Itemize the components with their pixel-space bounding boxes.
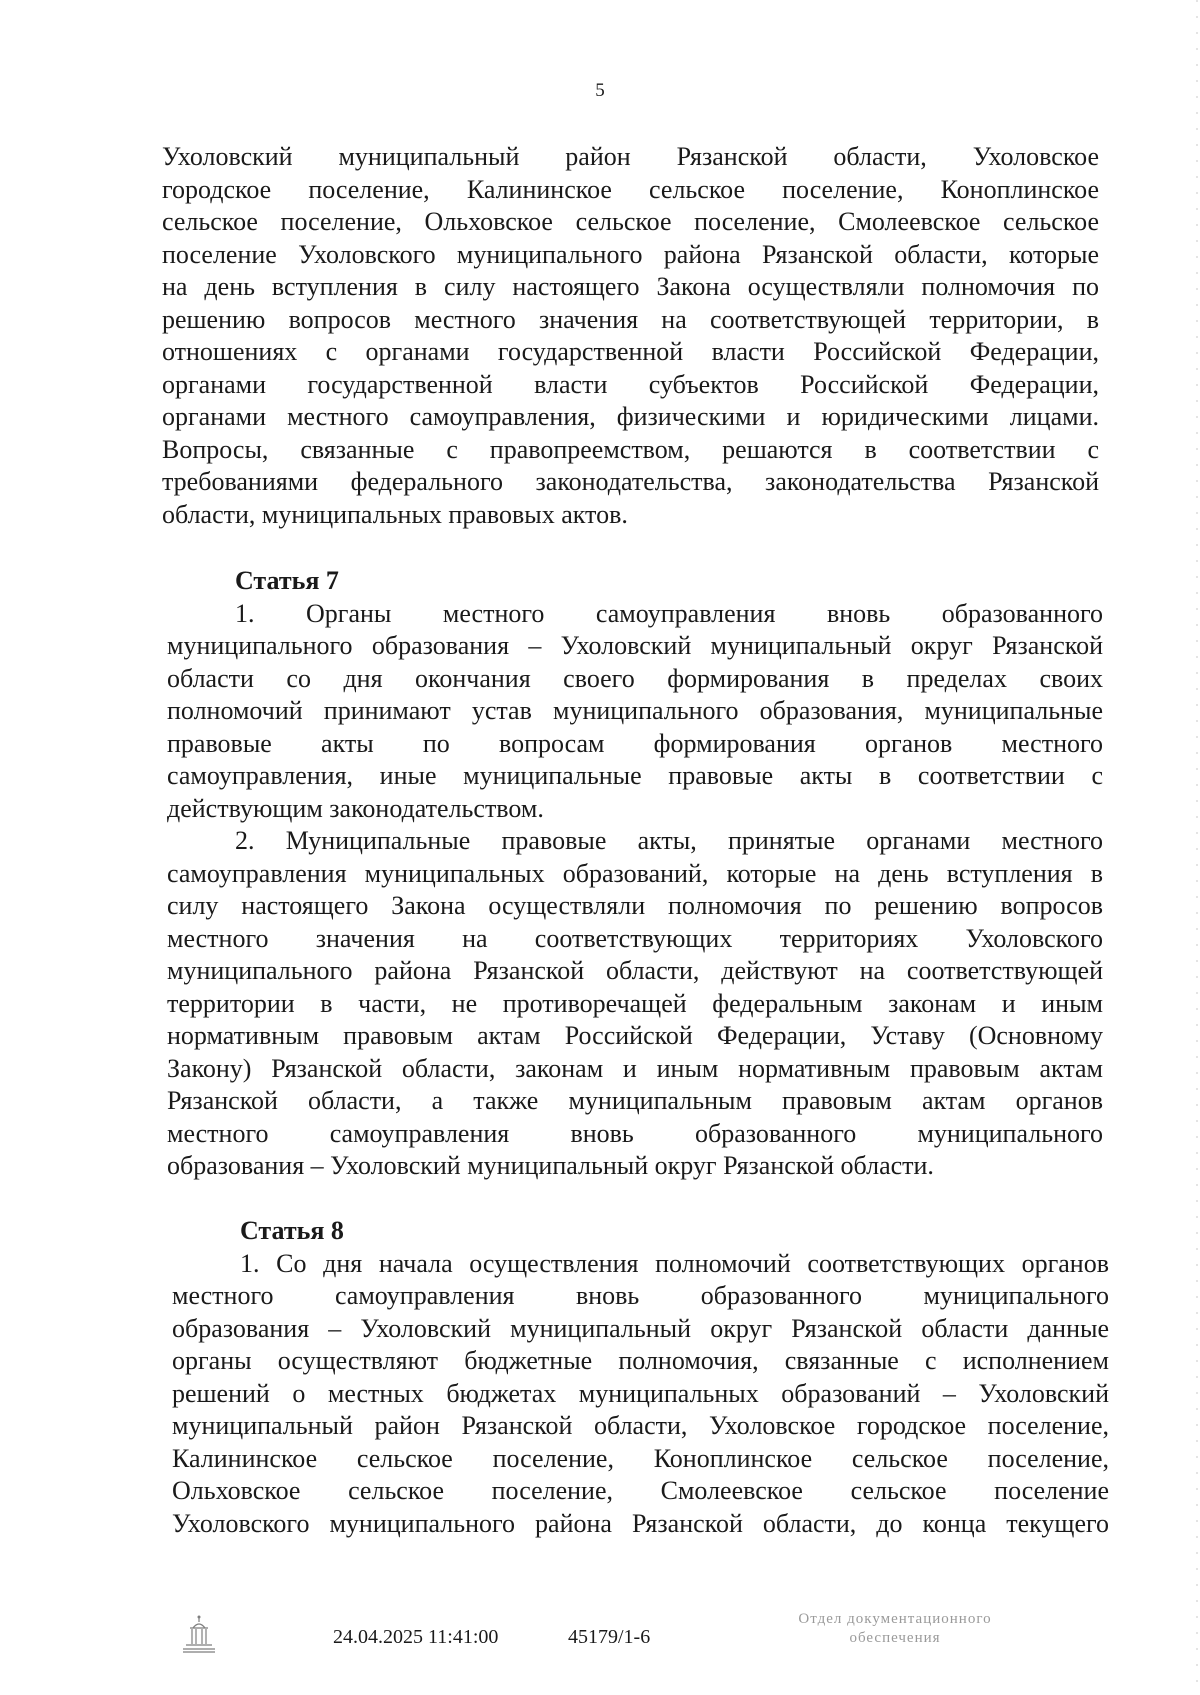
article-7-heading: Статья 7 — [235, 566, 339, 595]
text-line: местного самоуправления вновь образованного муниципального — [172, 1281, 1109, 1310]
text-line: муниципального района Рязанской области, действуют на соответствующей — [167, 956, 1103, 985]
text-line: территории в части, не противоречащей федеральным законам и иным — [167, 988, 1103, 1018]
text-line: образования – Ухоловский муниципальный округ Рязанской области. — [167, 1151, 934, 1180]
text-line: правовые акты по вопросам формирования органов местного — [167, 728, 1103, 758]
text-line: поселение Ухоловского муниципального района Рязанской области, которые — [162, 239, 1099, 269]
text-line: Калининское сельское поселение, Коноплинское сельское поселение, — [172, 1443, 1109, 1473]
text-line: области со дня окончания своего формирования в пределах своих — [167, 663, 1103, 693]
department-stamp — [730, 1610, 1060, 1648]
text-line: действующим законодательством. — [167, 793, 544, 823]
text-line: нормативным правовым актам Российской Федерации, Уставу (Основному — [167, 1021, 1103, 1050]
text-line: муниципального образования – Ухоловский муниципальный округ Рязанской — [167, 631, 1103, 660]
text-line: Ухоловского муниципального района Рязанской области, до конца текущего — [172, 1508, 1109, 1538]
text-line: 2. Муниципальные правовые акты, принятые органами местного — [235, 826, 1103, 855]
text-line: решению вопросов местного значения на соответствующей территории, в — [162, 304, 1099, 334]
article-8-heading: Статья 8 — [240, 1216, 344, 1245]
footer-document-number: 45179/1-6 — [568, 1626, 651, 1648]
text-line: требованиями федерального законодательства, законодательства Рязанской — [162, 467, 1099, 496]
text-line: муниципальный район Рязанской области, Ухоловское городское поселение, — [172, 1411, 1109, 1440]
footer-date: 24.04.2025 11:41:00 — [333, 1626, 499, 1648]
text-line: области, муниципальных правовых актов. — [162, 499, 628, 529]
intro-paragraph — [162, 141, 1099, 531]
text-line: отношениях с органами государственной власти Российской Федерации, — [162, 337, 1099, 366]
stamp-line: Отдел документационного — [798, 1611, 992, 1627]
text-line: самоуправления муниципальных образований, которые на день вступления в — [167, 858, 1103, 888]
text-line: Рязанской области, а также муниципальным правовым актам органов — [167, 1086, 1103, 1115]
text-line: 1. Органы местного самоуправления вновь образованного — [235, 598, 1103, 628]
text-line: органы осуществляют бюджетные полномочия, связанные с исполнением — [172, 1346, 1109, 1375]
article-7 — [167, 565, 1103, 1183]
text-line: Вопросы, связанные с правопреемством, решаются в соответствии с — [162, 434, 1099, 464]
text-line: силу настоящего Закона осуществляли полномочия по решению вопросов — [167, 891, 1103, 920]
text-line: на день вступления в силу настоящего Закона осуществляли полномочия по — [162, 272, 1099, 301]
text-line: местного значения на соответствующих территориях Ухоловского — [167, 923, 1103, 953]
text-line: сельское поселение, Ольховское сельское поселение, Смолеевское сельское — [162, 207, 1099, 236]
article-8 — [172, 1215, 1109, 1540]
text-line: Ольховское сельское поселение, Смолеевское сельское поселение — [172, 1476, 1109, 1505]
text-line: образования – Ухоловский муниципальный округ Рязанской области данные — [172, 1313, 1109, 1343]
text-line: органами государственной власти субъектов Российской Федерации, — [162, 369, 1099, 399]
text-line: полномочий принимают устав муниципального образования, муниципальные — [167, 696, 1103, 725]
text-line: 1. Со дня начала осуществления полномочий соответствующих органов — [240, 1248, 1109, 1278]
scan-edge-marks — [1190, 0, 1200, 1695]
text-line: городское поселение, Калининское сельское поселение, Коноплинское — [162, 174, 1099, 204]
text-line: самоуправления, иные муниципальные правовые акты в соответствии с — [167, 761, 1103, 790]
text-line: Закону) Рязанской области, законам и иным нормативным правовым актам — [167, 1053, 1103, 1083]
text-line: Ухоловский муниципальный район Рязанской области, Ухоловское — [162, 142, 1099, 171]
text-line: органами местного самоуправления, физическими и юридическими лицами. — [162, 402, 1099, 431]
page-number: 5 — [595, 80, 605, 101]
registry-logo-icon — [180, 1614, 218, 1654]
stamp-line: обеспечения — [849, 1630, 941, 1646]
text-line: решений о местных бюджетах муниципальных образований – Ухоловский — [172, 1378, 1109, 1408]
text-line: местного самоуправления вновь образованного муниципального — [167, 1118, 1103, 1148]
